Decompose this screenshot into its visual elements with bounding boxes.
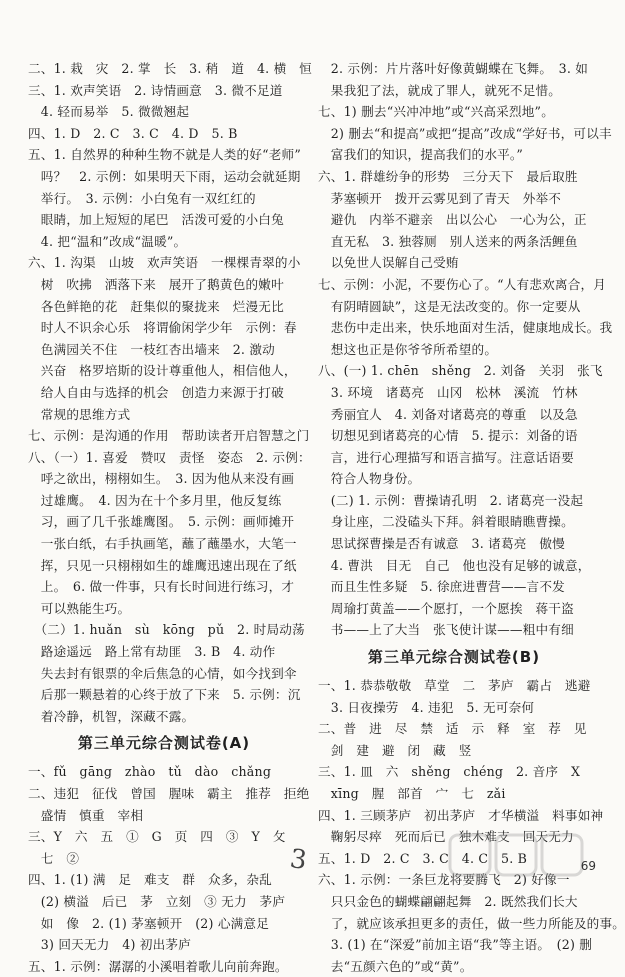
answer-line: 后那一颗悬着的心终于放了下来 5. 示例：沉 — [28, 687, 301, 703]
page-number: 69 — [580, 859, 596, 873]
answer-line: 一张白纸，右手执画笔，蘸了蘸墨水，大笔一 — [28, 536, 297, 552]
answer-line: 思试探曹操是否有诚意 3. 诸葛亮 傲慢 — [318, 536, 565, 552]
watermark-logo-icon — [446, 827, 586, 887]
answer-line: 着冷静，机智，深藏不露。 — [28, 708, 195, 724]
answer-line: 身让座，二没磕头下拜。斜着眼睛瞧曹操。 — [318, 514, 574, 530]
answer-line: 想这也正是你爷爷所希望的。 — [318, 341, 498, 357]
answer-line: 八、(一) 1. chēn shěng 2. 刘备 关羽 张飞 — [318, 363, 603, 379]
answer-line: 富我们的知识，提高我们的水平。” — [318, 147, 524, 163]
answer-line: （二）1. huǎn sù kōng pǔ 2. 时局动荡 — [28, 622, 305, 638]
answer-line: (2) 横溢 后已 茅 立刻 ③ 无力 茅庐 — [28, 893, 286, 909]
answer-line: 四、1. 三顾茅庐 初出茅庐 才华横溢 料事如神 — [318, 807, 604, 823]
answer-line: 盛情 慎重 宰相 — [28, 807, 144, 823]
answer-line: 3. 日夜操劳 4. 违犯 5. 无可奈何 — [318, 699, 535, 715]
handwritten-mark: 3 — [287, 843, 309, 877]
answer-line: 七、示例：小泥，不要伤心了。“人有悲欢离合，月 — [318, 276, 607, 292]
answer-line: 时人不识余心乐 将谓偷闲学少年 示例：春 — [28, 320, 297, 336]
answer-line: 习，画了几千张雄鹰图。 5. 示例：画师摊开 — [28, 514, 295, 530]
answer-line: 呼之欲出，栩栩如生。 3. 因为他从来没有画 — [28, 471, 295, 487]
answer-line: 七、1) 删去“兴冲冲地”或“兴高采烈地”。 — [318, 104, 554, 120]
answer-line: 过雄鹰。 4. 因为在十个多月里，他反复练 — [28, 492, 282, 508]
answer-line: 3. (1) 在“深爱”前加主语“我”等主语。 (2) 删 — [318, 937, 593, 953]
answer-line: 四、1. D 2. C 3. C 4. D 5. B — [28, 125, 238, 141]
answer-line: 举行。 3. 示例：小白兔有一双红红的 — [28, 190, 256, 206]
answer-line: 言，进行心理描写和语言描写。注意话语要 — [318, 449, 574, 465]
answer-line: 3. 环境 诸葛亮 山冈 松林 溪流 竹林 — [318, 384, 578, 400]
answer-line: 只只金色的蝴蝶翩翩起舞 2. 既然我们长大 — [318, 893, 578, 909]
answer-line: 六、1. 示例：一条巨龙将要腾飞 2) 好像一 — [318, 872, 570, 888]
answer-line: 而且生性多疑 5. 徐庶进曹营——言不发 — [318, 579, 565, 595]
answer-line: 4. 把“温和”改成“温暖”。 — [28, 233, 187, 249]
answer-line: 4. 轻而易举 5. 微微翘起 — [28, 104, 190, 120]
answer-line: 鞠躬尽瘁 死而后已 独木难支 回天无力 — [318, 829, 574, 845]
answer-line: 二、1. 栽 灾 2. 掌 长 3. 稍 道 4. 横 恒 — [28, 61, 312, 76]
answer-line: 符合人物身份。 — [318, 471, 421, 487]
answer-line: 2. 示例：片片落叶好像黄蝴蝶在飞舞。 3. 如 — [318, 61, 589, 76]
answer-line: 3) 回天无力 4) 初出茅庐 — [28, 937, 191, 953]
answer-line: (二) 1. 示例：曹操请孔明 2. 诸葛亮一没起 — [318, 492, 584, 508]
answer-line: 切想见到诸葛亮的心情 5. 提示：刘备的语 — [318, 428, 578, 444]
answer-line: 挥，只见一只栩栩如生的雄鹰迅速出现在了纸 — [28, 557, 297, 573]
answer-line: 上。 6. 做一件事，只有长时间进行练习，才 — [28, 579, 295, 595]
answer-line: 果我犯了法，就成了罪人，就死不足惜。 — [318, 82, 562, 98]
answer-line: 一、fǔ gāng zhào tǔ dào chǎng — [28, 764, 272, 780]
answer-line: 可以熟能生巧。 — [28, 600, 131, 616]
answer-line: 悲伤中走出来，快乐地面对生活，健康地成长。我 — [318, 320, 613, 336]
answer-line: 眼睛，加上短短的尾巴 活泼可爱的小白兔 — [28, 212, 284, 228]
answer-line: 三、Y 六 五 ① G 页 四 ③ Y 攵 — [28, 829, 286, 845]
right-section-heading: 第三单元综合测试卷(B) — [367, 648, 541, 667]
answer-line: 四、1. (1) 满 足 难支 群 众多，杂乱 — [28, 872, 272, 888]
answer-line: 八、（一）1. 喜爱 赞叹 责怪 姿态 2. 示例： — [28, 449, 311, 465]
answer-line: 给人自由与选择的机会 创造力来源于打破 — [28, 384, 284, 400]
answer-line: 五、1. 自然界的种种生物不就是人类的好“老师” — [28, 147, 301, 163]
answer-line: 常规的思维方式 — [28, 406, 131, 422]
left-answer-lines — [28, 58, 312, 727]
answer-line: 各色鲜艳的花 赶集似的聚拢来 烂漫无比 — [28, 298, 284, 314]
answer-line: 周瑜打黄盖——个愿打，一个愿挨 蒋干盗 — [318, 600, 574, 616]
answer-line: 一、1. 恭恭敬敬 草堂 二 茅庐 霸占 逃避 — [318, 678, 591, 694]
answer-line: 去“五颜六色的”或“黄”。 — [318, 958, 473, 974]
answer-line: 避仇 内举不避亲 出以公心 一心为公，正 — [318, 212, 587, 228]
answer-line: 路途遥远 路上常有劫匪 3. B 4. 动作 — [28, 644, 276, 660]
answer-line: 五、1. D 2. C 3. C 4. C 5. B — [318, 850, 528, 866]
answer-line: 失去封有银票的伞后焦急的心情，如今找到伞 — [28, 665, 297, 681]
left-column — [28, 58, 312, 977]
answer-line: 书——上了大当 张飞使计谋——粗中有细 — [318, 622, 574, 638]
answer-line: 4. 曹洪 目无 自己 他也没有足够的诚意， — [318, 557, 591, 573]
answer-line: 六、1. 沟渠 山坡 欢声笑语 一棵棵青翠的小 — [28, 255, 301, 271]
answer-line: 兴奋 格罗培斯的设计尊重他人，相信他人， — [28, 363, 297, 379]
answer-line: 秀丽宜人 4. 刘备对诸葛亮的尊重 以及急 — [318, 406, 578, 422]
right-answer-lines — [318, 58, 613, 641]
answer-line: 六、1. 群雄纷争的形势 三分天下 最后取胜 — [318, 168, 578, 184]
answer-line: 三、1. 欢声笑语 2. 诗情画意 3. 微不足道 — [28, 82, 283, 98]
answer-line: 了，就应该承担更多的责任，做一些力所能及的事。 — [318, 915, 625, 931]
answer-line: 2) 删去“和提高”或把“提高”改成“学好书，可以丰 — [318, 125, 612, 141]
answer-line: 七、示例：是沟通的作用 帮助读者开启智慧之门 — [28, 428, 310, 444]
answer-line: 七 ② — [28, 850, 80, 866]
answer-line: 三、1. 皿 六 shěng chéng 2. 音序 X — [318, 764, 581, 780]
answer-line: 如 像 2. (1) 茅塞顿开 (2) 心满意足 — [28, 915, 270, 931]
left-section-heading: 第三单元综合测试卷(A) — [77, 734, 251, 753]
answer-line: 吗？ 2. 示例：如果明天下雨，运动会就延期 — [28, 168, 301, 184]
answer-line: 剑 建 避 闭 藏 竖 — [318, 742, 472, 758]
answer-line: 有阴晴圆缺”，这是无法改变的。你一定要从 — [318, 298, 581, 314]
answer-line: 色满园关不住 一枝红杏出墙来 2. 激动 — [28, 341, 275, 357]
answer-line: 直无私 3. 独蓉厕 别人送来的两条活鲤鱼 — [318, 233, 578, 249]
answer-line: 树 吹拂 洒落下来 展开了鹅黄色的嫩叶 — [28, 276, 284, 292]
answer-line: 以免世人误解自己受贿 — [318, 255, 459, 271]
answer-line: xīng 腥 部首 宀 七 zǎi — [318, 786, 506, 801]
left-answer-lines-b — [28, 761, 310, 977]
answer-line: 二、普 进 尽 禁 适 示 释 室 荐 见 — [318, 721, 587, 737]
answer-line: 二、违犯 征伐 曾国 腥味 霸主 推荐 拒绝 — [28, 786, 310, 801]
answer-line: 五、1. 示例：潺潺的小溪唱着歌儿向前奔跑。 — [28, 958, 288, 974]
answer-line: 茅塞顿开 拨开云雾见到了青天 外举不 — [318, 190, 562, 206]
